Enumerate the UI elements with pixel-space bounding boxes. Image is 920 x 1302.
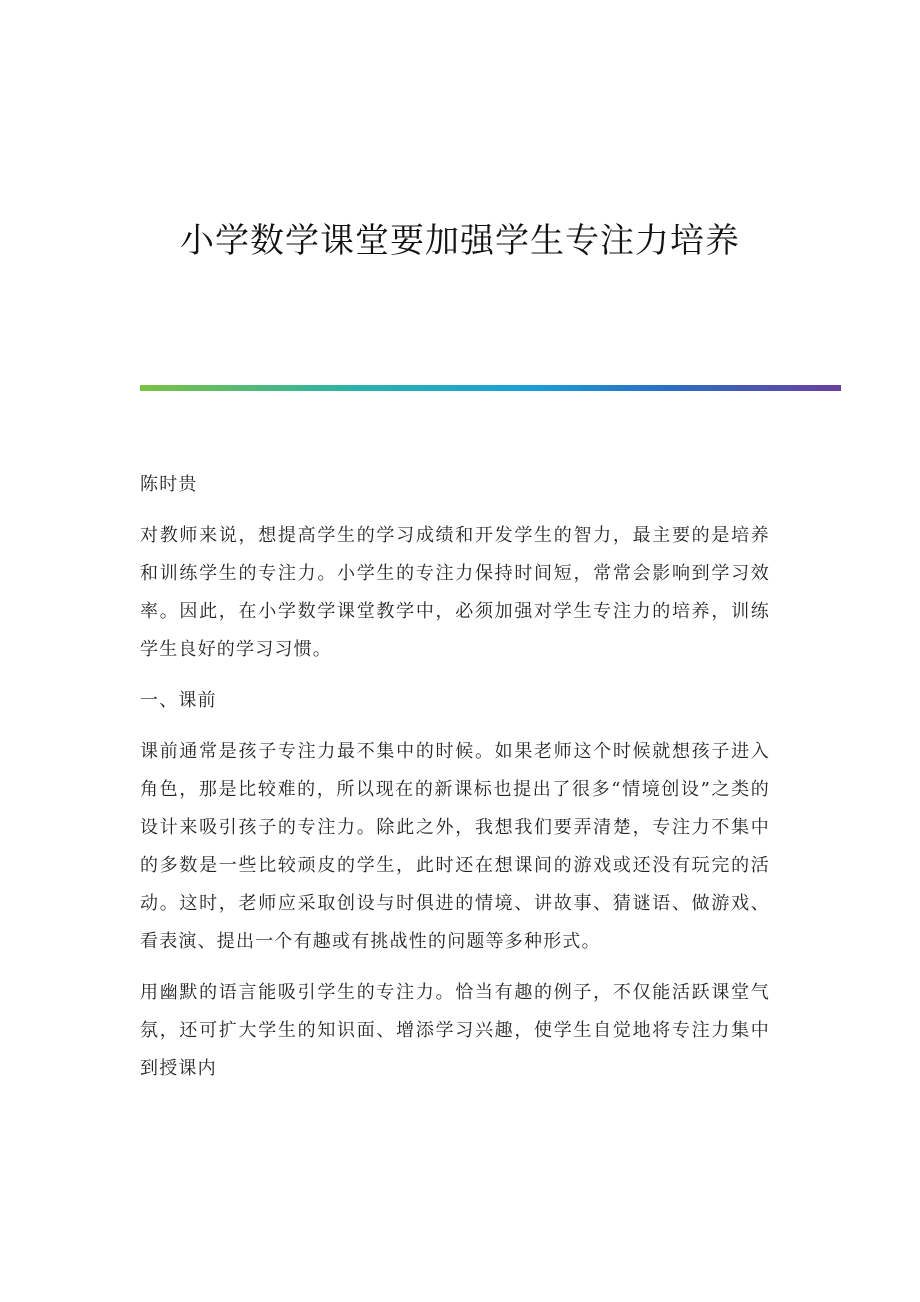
- document-body: [140, 466, 770, 1101]
- paragraph-before-class: 课前通常是孩子专注力最不集中的时候。如果老师这个时候就想孩子进入角色，那是比较难的，所以现在的新课标也提出了很多“情境创设”之类的设计来吸引孩子的专注力。除此之外，我想我们要弄清楚，专注力不集中的多数是一些比较顽皮的学生，此时还在想课间的游戏或还没有玩完的活动。这时，老师应采取创设与时俱进的情境、讲故事、猜谜语、做游戏、看表演、提出一个有趣或有挑战性的问题等多种形式。: [140, 741, 770, 952]
- section-heading-before-class: 一、课前: [140, 690, 217, 711]
- author-name: 陈时贵: [140, 474, 198, 495]
- paragraph-intro: 对教师来说，想提高学生的学习成绩和开发学生的智力，最主要的是培养和训练学生的专注力。小学生的专注力保持时间短，常常会影响到学习效率。因此，在小学数学课堂教学中，必须加强对学生专注力的培养，训练学生良好的学习习惯。: [140, 525, 770, 660]
- document-title: 小学数学课堂要加强学生专注力培养: [180, 221, 740, 261]
- paragraph-humor: 用幽默的语言能吸引学生的专注力。恰当有趣的例子，不仅能活跃课堂气氛，还可扩大学生的知识面、增添学习兴趣，使学生自觉地将专注力集中到授课内: [140, 982, 770, 1079]
- gradient-divider: [140, 385, 841, 391]
